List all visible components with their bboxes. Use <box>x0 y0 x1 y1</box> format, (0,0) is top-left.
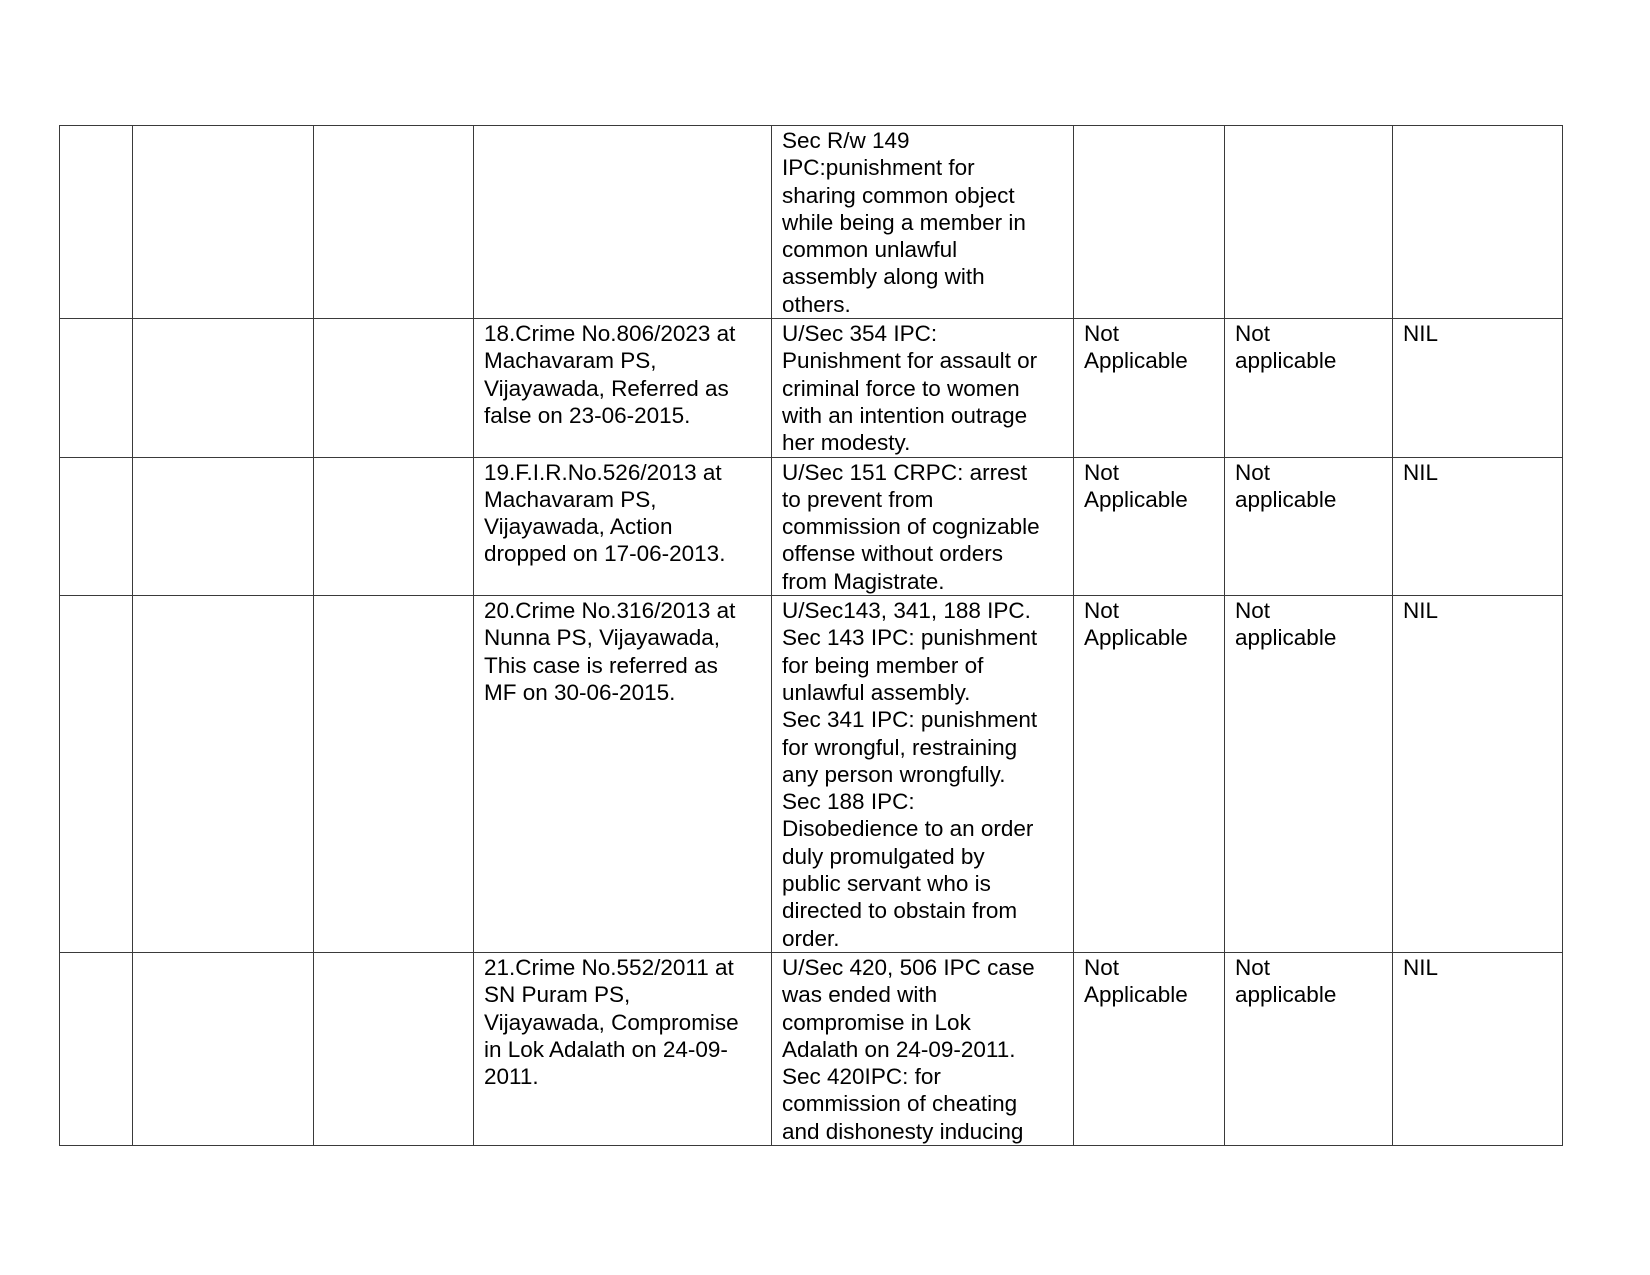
table-cell-empty <box>133 596 314 953</box>
offence-description-cell: U/Sec143, 341, 188 IPC. Sec 143 IPC: punishment for being member of unlawful assembly. Sec 341 IPC: punishment for wrongful, restraining any person wrongfully. Sec 188 IPC: Disobedience to an order duly promulgated by public servant who is directed to obstain from order. <box>772 596 1074 953</box>
table-cell-col6: Not Applicable <box>1074 952 1225 1145</box>
table-cell-col8: NIL <box>1393 319 1563 457</box>
table-cell-col6 <box>1074 126 1225 319</box>
criminal-cases-table <box>59 125 1563 1146</box>
table-cell-empty <box>314 457 474 595</box>
table-cell-col8 <box>1393 126 1563 319</box>
table-cell-col6: Not Applicable <box>1074 319 1225 457</box>
table-row <box>60 596 1563 953</box>
table-cell-empty <box>60 952 133 1145</box>
table-cell-col8: NIL <box>1393 457 1563 595</box>
case-details-cell: 19.F.I.R.No.526/2013 at Machavaram PS, Vijayawada, Action dropped on 17-06-2013. <box>474 457 772 595</box>
offence-description-cell: U/Sec 420, 506 IPC case was ended with compromise in Lok Adalath on 24-09-2011. Sec 420IPC: for commission of cheating and dishonesty inducing <box>772 952 1074 1145</box>
table-cell-empty <box>314 126 474 319</box>
table-cell-empty <box>133 952 314 1145</box>
offence-description-cell: U/Sec 354 IPC: Punishment for assault or criminal force to women with an intention outrage her modesty. <box>772 319 1074 457</box>
table-cell-empty <box>60 126 133 319</box>
case-details-cell: 18.Crime No.806/2023 at Machavaram PS, Vijayawada, Referred as false on 23-06-2015. <box>474 319 772 457</box>
table-cell-col7: Not applicable <box>1225 596 1393 953</box>
table-cell-col6: Not Applicable <box>1074 457 1225 595</box>
table-cell-col6: Not Applicable <box>1074 596 1225 953</box>
table-row <box>60 319 1563 457</box>
table-row <box>60 126 1563 319</box>
table-cell-empty <box>314 952 474 1145</box>
table-cell-empty <box>60 319 133 457</box>
table-cell-col8: NIL <box>1393 596 1563 953</box>
table-cell-col7 <box>1225 126 1393 319</box>
table-cell-col7: Not applicable <box>1225 457 1393 595</box>
table-cell-col8: NIL <box>1393 952 1563 1145</box>
table-cell-col7: Not applicable <box>1225 319 1393 457</box>
table-cell-empty <box>133 319 314 457</box>
offence-description-cell: U/Sec 151 CRPC: arrest to prevent from commission of cognizable offense without orders from Magistrate. <box>772 457 1074 595</box>
table-row <box>60 952 1563 1145</box>
case-details-cell: 20.Crime No.316/2013 at Nunna PS, Vijayawada, This case is referred as MF on 30-06-2015. <box>474 596 772 953</box>
offence-description-cell: Sec R/w 149 IPC:punishment for sharing common object while being a member in common unlawful assembly along with others. <box>772 126 1074 319</box>
table-cell-empty <box>60 596 133 953</box>
case-details-cell: 21.Crime No.552/2011 at SN Puram PS, Vijayawada, Compromise in Lok Adalath on 24-09- 2011. <box>474 952 772 1145</box>
table-cell-empty <box>60 457 133 595</box>
case-details-cell <box>474 126 772 319</box>
table-row <box>60 457 1563 595</box>
table-cell-empty <box>133 457 314 595</box>
table-cell-empty <box>314 596 474 953</box>
table-cell-col7: Not applicable <box>1225 952 1393 1145</box>
table-cell-empty <box>314 319 474 457</box>
table-cell-empty <box>133 126 314 319</box>
